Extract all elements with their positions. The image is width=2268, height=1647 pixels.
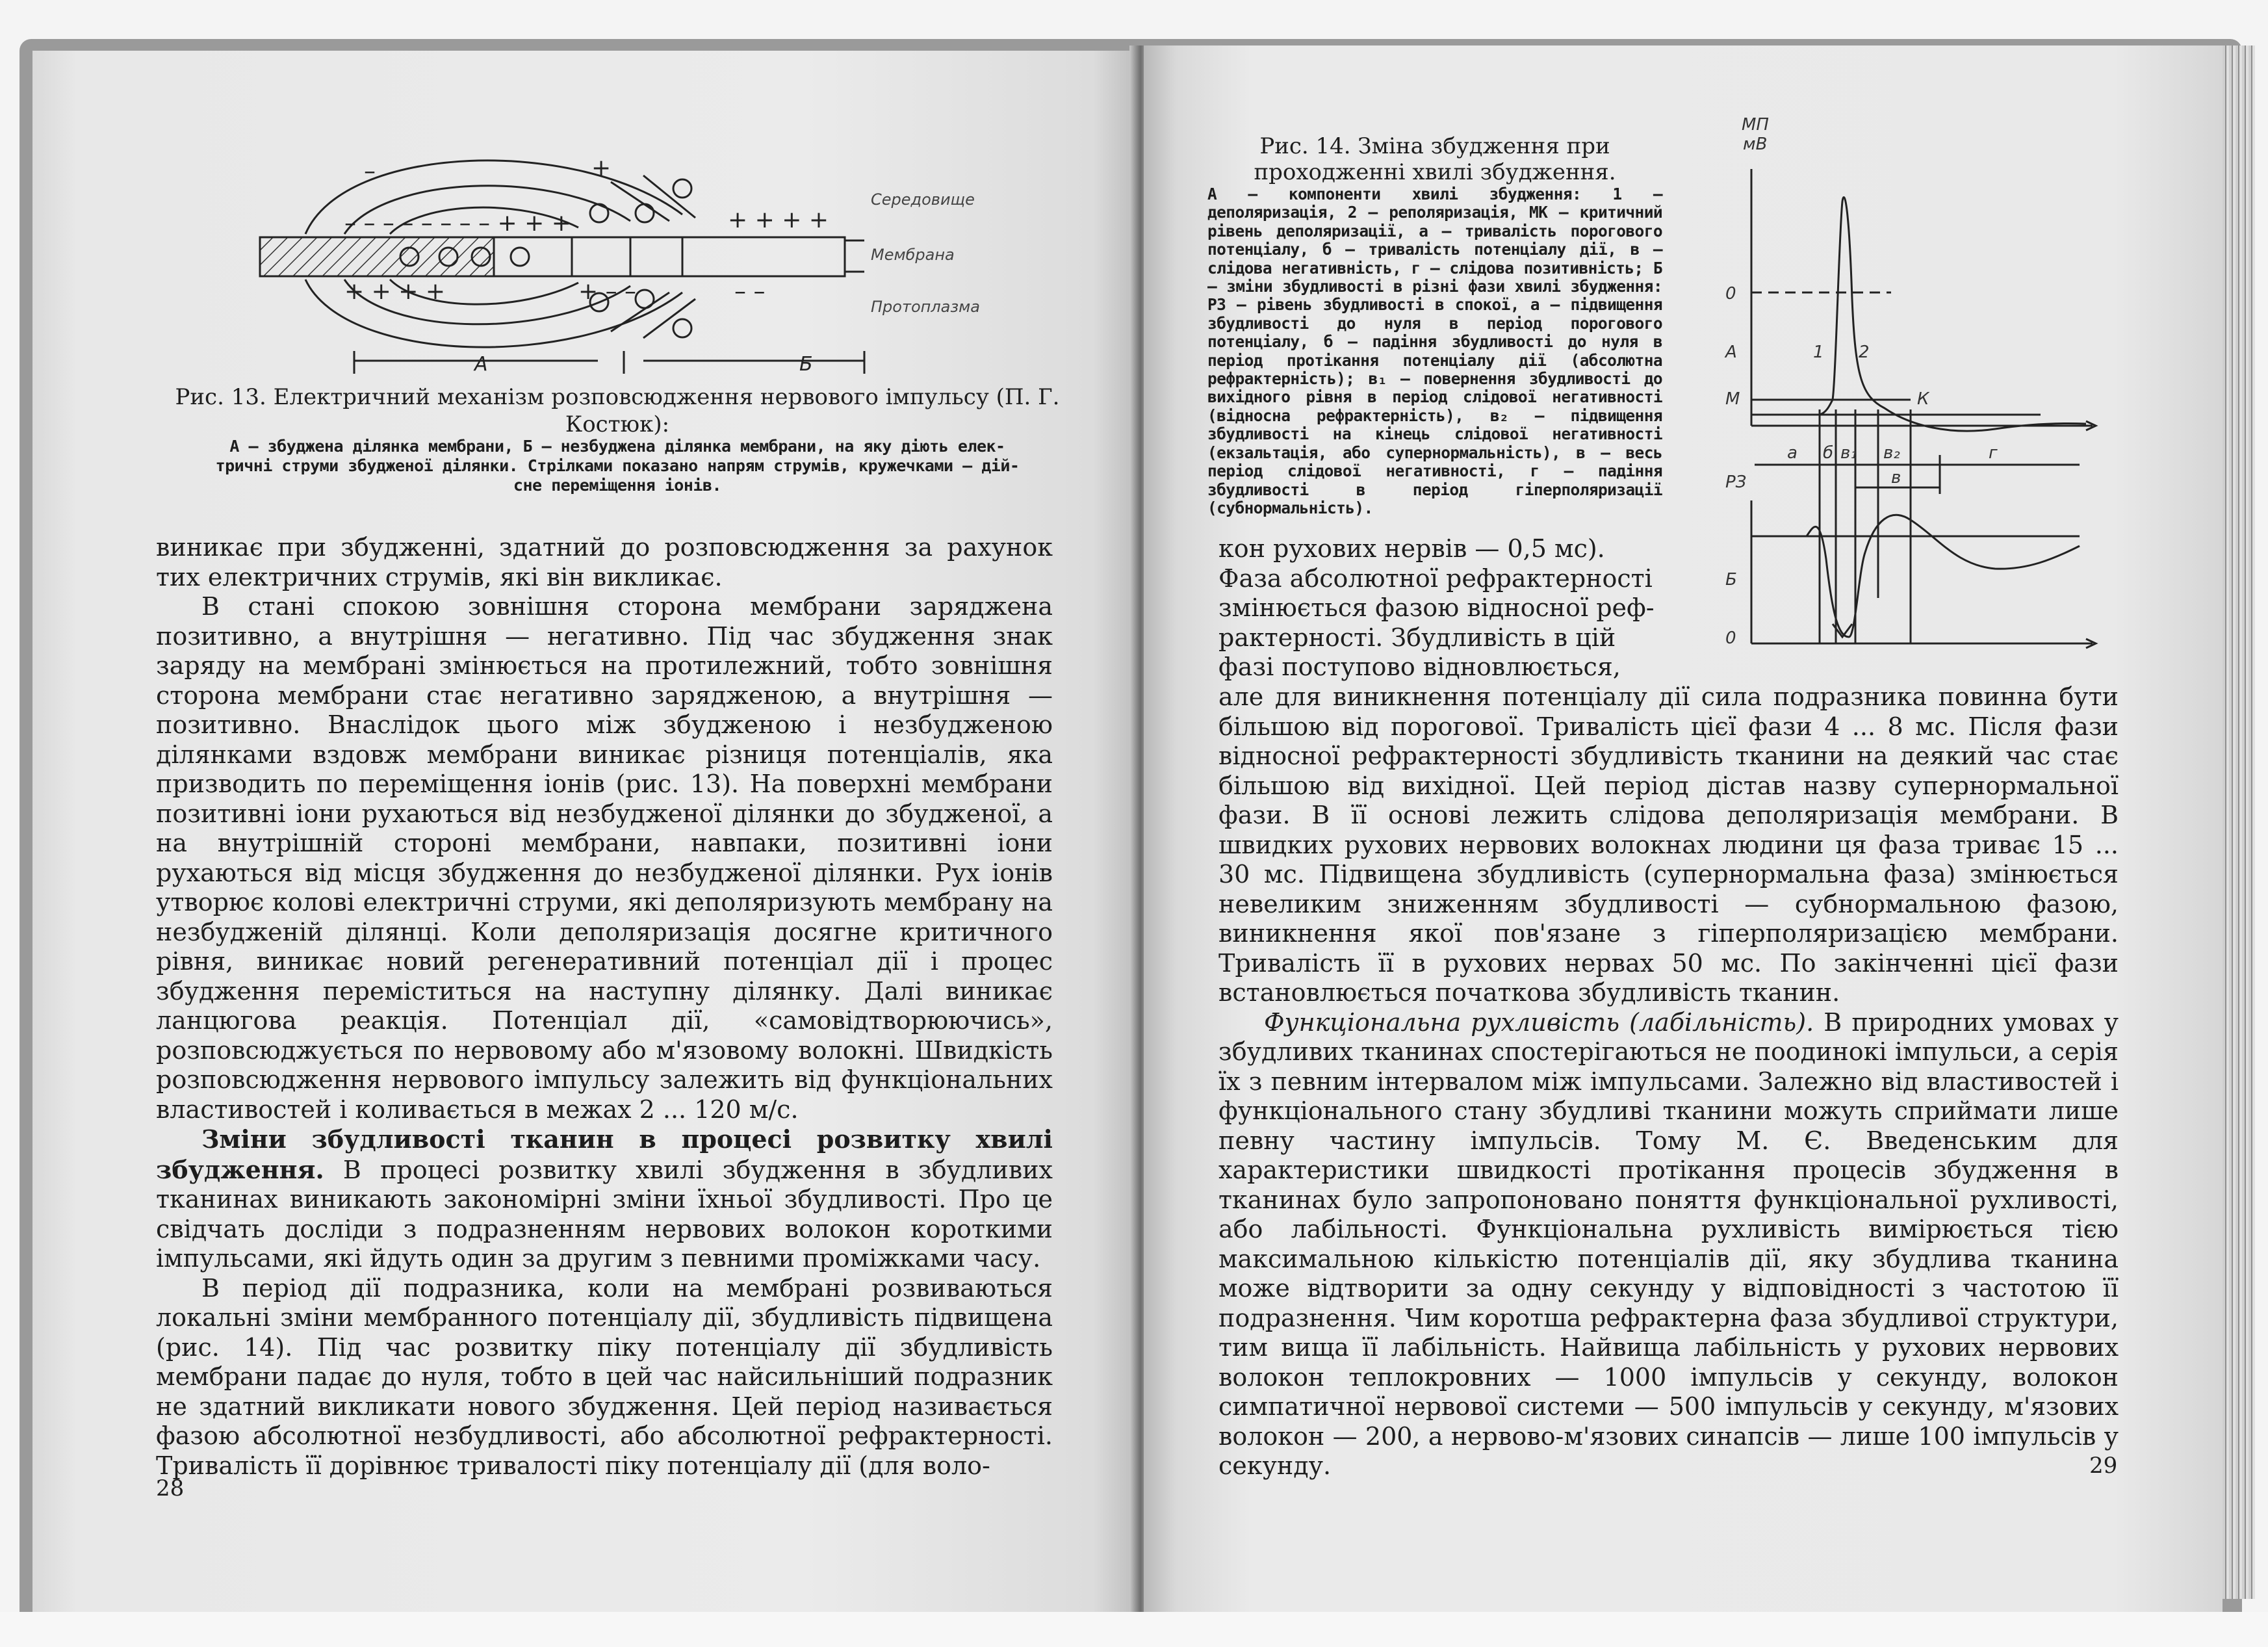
short-line-1: кон рухових нервів — 0,5 мс). bbox=[1218, 534, 1605, 563]
paragraph-continuation: але для виникнення потенціалу дії сила подразника повинна бути більшою від порогової. Тривалість цієї фази 4 ... 8 мс. Після фази відносної рефрактерності збудливість тканини на деякий час стає більшою від вихідної. Цей період дістав назву супернормальної фази. В її основі лежить слідова деполяризація мембрани. В швидких рухових нервових волокнах людини ця фаза триває 15 ... 30 мс. Підвищена збудливість (супернормальна фаза) змінюється невеликим зниженням збудливості — субнормальною фазою, виникнення якої пов'язане з гіперполяризацією мембрани. Тривалість її в рухових нервах 50 мс. По закінченні цієї фази встановлюється початкова збудливість тканин. bbox=[1218, 682, 2119, 1007]
paragraph-2: В стані спокою зовнішня сторона мембрани заряджена позитивно, а внутрішня — негативно. Під час збудження знак заряду на мембрані змінюється на протилежний, тобто зовнішня сторона мембрани стає негативно зарядженою, а внутрішня — позитивно. Внаслідок цього між збудженою і незбудженою ділянками вздовж мембрани виникає різниця потенціалів, яка призводить по переміщення іонів (рис. 13). На поверхні мембрани позитивні іони рухаються від незбудженої ділянки до збудженої, а на внутрішній стороні мембрани, навпаки, позитивні іони рухаються від місця збудження до незбудженої ділянки. Рух іонів утворює колові електричні струми, які деполяризують мембрану на незбудженій ділянці. Коли деполяризація досягне критичного рівня, виникає новий регенеративний потенціал дії і процес збудження переміститься на наступну ділянку. Далі виникає ланцюгова реакція. Потенціал дії, «самовідтворюючись», розповсюджується по нервовому або м'язовому волокні. Швидкість розповсюдження нервового імпульсу залежить від функціональних властивостей і коливається в межах 2 ... 120 м/с. bbox=[156, 592, 1053, 1124]
label-v1: в₁ bbox=[1840, 443, 1857, 463]
figure-13-diagram bbox=[214, 104, 1033, 377]
paragraph-4: В період дії подразника, коли на мембрані розвиваються локальні зміни мембранного потенціалу дії, збудливість підвищена (рис. 14). Під час розвитку піку потенціалу дії збудливість мембрани падає до нуля, тобто в цей час найсильніший подразник не здатний викликати нового збудження. Цей період називається фазою абсолютної незбудливості, або абсолютної рефрактерності. Тривалість її дорівнює тривалості піку потенціалу дії (для воло- bbox=[156, 1273, 1053, 1480]
short-line-4: рактерності. Збудливість в цій bbox=[1218, 623, 1616, 652]
label-K: К bbox=[1917, 389, 1929, 409]
label-a: а bbox=[1787, 443, 1798, 463]
figure-14-graph bbox=[1716, 104, 2106, 656]
lability-heading: Функціональна рухливість (лабільність). bbox=[1264, 1007, 1814, 1037]
label-v: в bbox=[1891, 468, 1901, 487]
svg-text:– – – – – – – – + + +: – – – – – – – – + + + bbox=[344, 210, 571, 237]
page-edges bbox=[2223, 45, 2255, 1599]
label-panel-A: А bbox=[1725, 343, 1737, 362]
svg-text:+: + bbox=[591, 155, 612, 181]
label-rz: РЗ bbox=[1725, 473, 1747, 492]
label-membrane: Мембрана bbox=[871, 246, 955, 264]
section-heading: Зміни збудливості тканин в процесі розвитку хвилі збудження. bbox=[156, 1124, 1053, 1184]
label-1: 1 bbox=[1813, 343, 1824, 362]
left-page-body bbox=[156, 533, 1053, 1481]
label-environment: Середовище bbox=[871, 190, 975, 209]
svg-text:+ + + +: + + + + bbox=[344, 278, 445, 305]
label-M: М bbox=[1725, 389, 1740, 409]
figure-14-caption-text: А — компоненти хвилі збудження: 1 — деполяризація, 2 — реполяризація, МК — критичний рівень деполяризації, а — тривалість порогового потенціалу, б — тривалість потенціалу дії, в — слідова негативність, г — слідова позитивність; Б — зміни збудливості в різні фази хвилі збудження: РЗ — рівень збудливості в спокої, а — підвищення збудливості до нуля в період порогового потенціалу, б — падіння збудливості до нуля в період протікання потенціалу дії (абсолютна рефрактерність); в₁ — повернення збудливості до вихідного рівня в період слідової негативності (відносна рефрактерність), в₂ — підвищення збудливості на кінець слідової негативності (екзальтація, або супернормальність), в — весь період слідової негативності, г — падіння збудливості в період гіперполяризації (субнормальність). bbox=[1207, 185, 1662, 517]
label-B: Б bbox=[799, 353, 813, 376]
label-panel-B: Б bbox=[1725, 570, 1737, 590]
label-g: г bbox=[1989, 443, 1998, 463]
right-page-body bbox=[1218, 682, 2119, 1481]
paragraph-lability: В природних умовах у збудливих тканинах спостерігаються не поодинокі імпульси, а серія їх з певним інтервалом між імпульсами. Залежно від властивостей і функціонального стану збудливі тканини можуть сприймати лише певну частину імпульсів. Тому М. Є. Введенським для характеристики швидкості протікання процесів збудження в тканинах було запропоновано поняття функціональної рухливості, або лабільності. Функціональна рухливість вимірюється тією максимальною кількістю потенціалів дії, яку збудлива тканина може відтворити за одну секунду у відповідності з частотою її подразнення. Чим коротша рефрактерна фаза збудливої структури, тим вища її лабільність. Найвища лабільність у рухових нервових волокон теплокровних — 1000 імпульсів у секунду, волокон симпатичної нервової системи — 500 імпульсів у секунду, м'язових волокон — 200, а нервово-м'язових синапсів — лише 100 імпульсів у секунду. bbox=[1218, 1007, 2119, 1480]
svg-text:–: – bbox=[364, 158, 376, 185]
figure-13-caption-title: Рис. 13. Електричний механізм розповсюдження нервового імпульсу (П. Г. Костюк): bbox=[175, 384, 1060, 437]
label-A: А bbox=[474, 353, 488, 376]
figure-13-caption-line-3: сне переміщення іонів. bbox=[513, 476, 722, 495]
label-2: 2 bbox=[1859, 343, 1870, 362]
figure-13-caption-line-1: А — збуджена ділянка мембрани, Б — незбуджена ділянка мембрани, на яку діють елек- bbox=[229, 437, 1005, 456]
label-v2: в₂ bbox=[1883, 443, 1900, 463]
short-line-5: фазі поступово відновлюється, bbox=[1218, 653, 1621, 681]
figure-14-caption-body bbox=[1207, 185, 1662, 517]
label-zero-bottom: 0 bbox=[1725, 629, 1736, 648]
label-zero-top: 0 bbox=[1725, 284, 1736, 304]
page-number-left: 28 bbox=[156, 1475, 185, 1501]
label-protoplasm: Протоплазма bbox=[871, 298, 980, 316]
svg-text:+ + + +: + + + + bbox=[728, 207, 829, 233]
short-line-3: змінюється фазою відносної реф- bbox=[1218, 593, 1655, 622]
page-number-right: 29 bbox=[2089, 1453, 2118, 1479]
axis-label-mp: МП bbox=[1742, 115, 1769, 135]
paragraph-1: виникає при збудженні, здатний до розповсюдження за рахунок тих електричних струмів, які він викликає. bbox=[156, 533, 1053, 591]
svg-text:+ – –: + – – bbox=[578, 278, 637, 305]
scan-margin bbox=[0, 1612, 2268, 1647]
svg-text:– –: – – bbox=[734, 278, 766, 305]
right-page-short-lines bbox=[1218, 534, 1667, 682]
label-b: б bbox=[1823, 443, 1834, 463]
axis-label-mv: мВ bbox=[1743, 135, 1768, 154]
figure-14-caption-title: Рис. 14. Зміна збудження при проходженні хвилі збудження. bbox=[1254, 133, 1616, 185]
short-line-2: Фаза абсолютної рефрактерності bbox=[1218, 564, 1653, 593]
figure-13-caption-line-2: тричні струми збудженої ділянки. Стрілками показано напрям струмів, кружечками — дій- bbox=[215, 456, 1020, 475]
paragraph-3: В процесі розвитку хвилі збудження в збудливих тканинах виникають закономірні зміни їхньої збудливості. Про це свідчать досліди з подразненням нервових волокон короткими імпульсами, які йдуть один за другим з певними проміжками часу. bbox=[156, 1155, 1053, 1273]
